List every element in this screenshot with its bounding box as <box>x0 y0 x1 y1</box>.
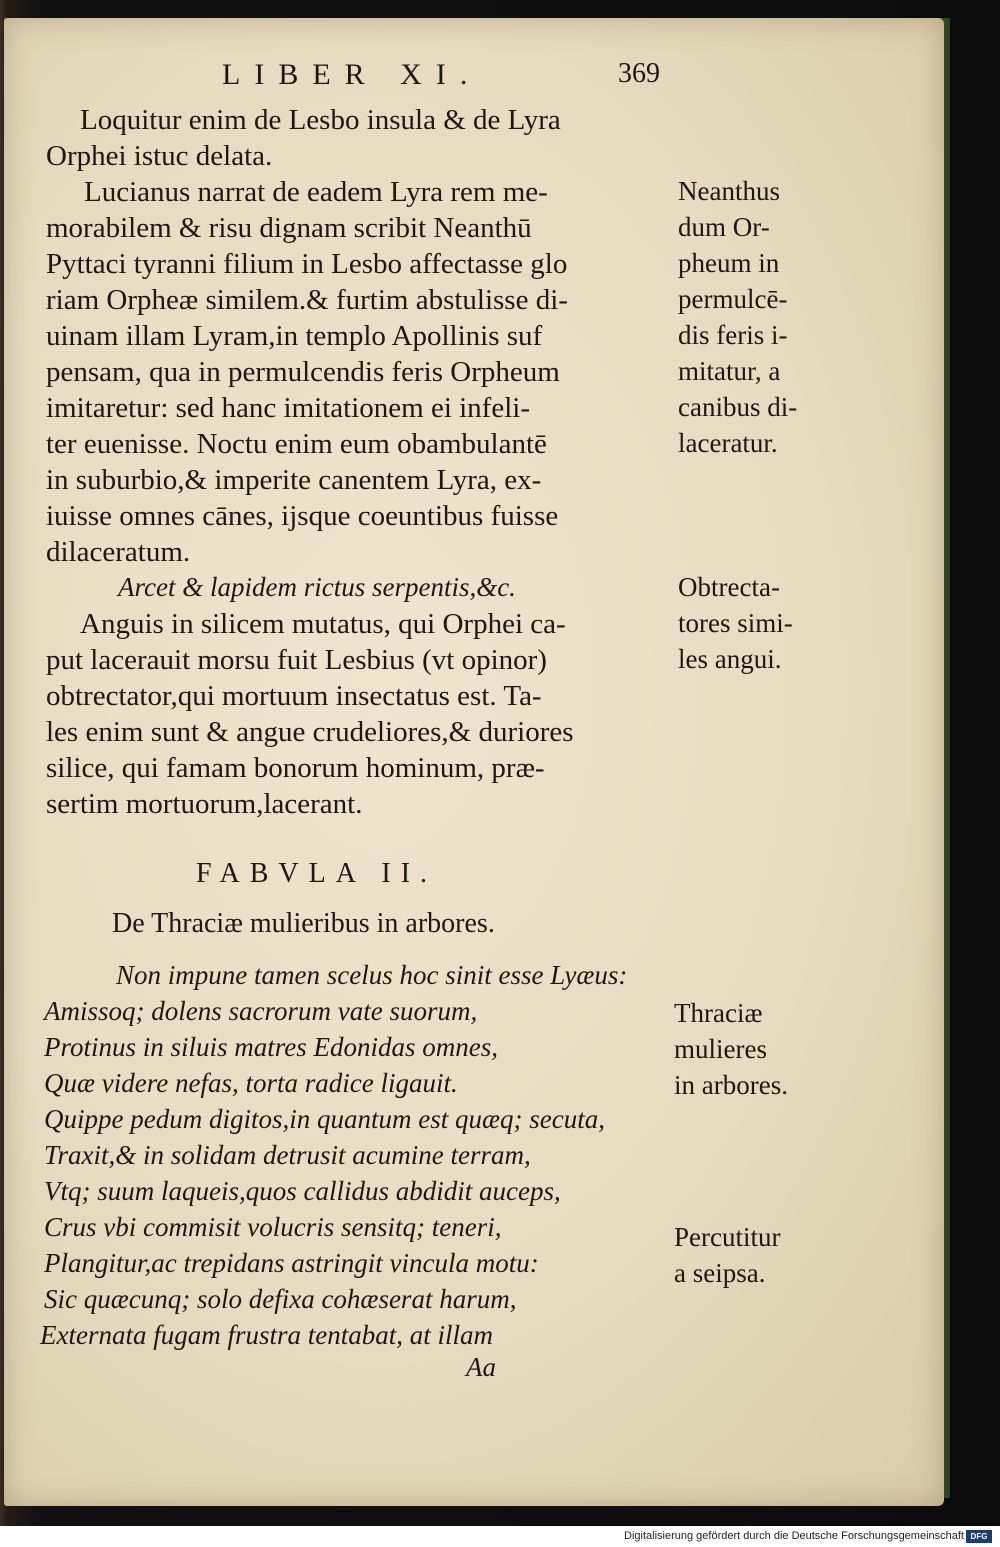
dfg-logo: DFG <box>966 1530 992 1543</box>
prose-2-line: silice, qui famam bonorum hominum, præ- <box>46 752 545 784</box>
marginal-note-line: laceratur. <box>678 428 778 458</box>
verse-line: Amissoq; dolens sacrorum vate suorum, <box>44 996 478 1026</box>
marginal-note-line: les angui. <box>678 644 782 674</box>
prose-1-line: dilaceratum. <box>46 536 191 568</box>
fabula-title: FABVLA II. <box>196 858 438 889</box>
marginal-note-line: dum Or- <box>678 212 770 242</box>
marginal-note-line: permulcē- <box>678 284 788 314</box>
marginal-note-line: mitatur, a <box>678 356 781 386</box>
marginal-note-line: dis feris i- <box>678 320 788 350</box>
prose-1-line: Lucianus narrat de eadem Lyra rem me- <box>84 176 548 208</box>
verse-line: Crus vbi commisit volucris sensitq; teneri, <box>44 1212 502 1242</box>
prose-1-line: in suburbio,& imperite canentem Lyra, ex- <box>46 464 542 496</box>
verse-line: Plangitur,ac trepidans astringit vincula motu: <box>44 1248 539 1278</box>
prose-1-line: morabilem & risu dignam scribit Neanthū <box>46 212 532 244</box>
prose-1-line: Orphei istuc delata. <box>46 140 273 172</box>
prose-1-line: iuisse omnes cānes, ijsque coeuntibus fuisse <box>46 500 559 532</box>
prose-1-line: Pyttaci tyranni filium in Lesbo affectasse glo <box>46 248 568 280</box>
prose-2-line: obtrectator,qui mortuum insectatus est. Ta- <box>46 680 542 712</box>
marginal-note-line: in arbores. <box>674 1070 788 1100</box>
marginal-note-line: canibus di- <box>678 392 798 422</box>
fabula-subtitle: De Thraciæ mulieribus in arbores. <box>112 908 495 939</box>
marginal-note-line: Percutitur <box>674 1222 781 1252</box>
marginal-note-line: Obtrecta- <box>678 572 780 602</box>
verse-line: Quæ videre nefas, torta radice ligauit. <box>44 1068 458 1098</box>
prose-1-line: pensam, qua in permulcendis feris Orpheum <box>46 356 560 388</box>
running-title: LIBER XI. <box>222 58 482 91</box>
prose-1-line: Loquitur enim de Lesbo insula & de Lyra <box>80 104 561 136</box>
verse-line: Protinus in siluis matres Edonidas omnes, <box>44 1032 499 1062</box>
verse-line: Externata fugam frustra tentabat, at illam <box>40 1320 493 1350</box>
marginal-note-line: a seipsa. <box>674 1258 766 1288</box>
verse-line: Sic quæcunq; solo defixa cohæserat harum, <box>44 1284 517 1314</box>
verse-line: Vtq; suum laqueis,quos callidus abdidit auceps, <box>44 1176 561 1206</box>
marginal-note-line: Neanthus <box>678 176 780 206</box>
funding-credit: Digitalisierung gefördert durch die Deutsche Forschungsgemeinschaft <box>624 1530 964 1542</box>
prose-2-line: les enim sunt & angue crudeliores,& duriores <box>46 716 574 748</box>
marginal-note-line: tores simi- <box>678 608 793 638</box>
verse-line: Non impune tamen scelus hoc sinit esse Lyæus: <box>116 960 628 990</box>
prose-1-line: riam Orpheæ similem.& furtim abstulisse di- <box>46 284 568 316</box>
verse-line: Quippe pedum digitos,in quantum est quæq; secuta, <box>44 1104 605 1134</box>
marginal-note-line: pheum in <box>678 248 780 278</box>
prose-2-line: put lacerauit morsu fuit Lesbius (vt opinor) <box>46 644 547 676</box>
catchword: Aa <box>466 1352 496 1382</box>
page-number: 369 <box>618 58 660 89</box>
quote-line: Arcet & lapidem rictus serpentis,&c. <box>118 572 516 602</box>
marginal-note-line: Thraciæ <box>674 998 763 1028</box>
marginal-note-line: mulieres <box>674 1034 767 1064</box>
prose-1-line: ter euenisse. Noctu enim eum obambulantē <box>46 428 547 460</box>
prose-1-line: uinam illam Lyram,in templo Apollinis suf <box>46 320 543 352</box>
prose-2-line: Anguis in silicem mutatus, qui Orphei ca- <box>80 608 566 640</box>
verse-line: Traxit,& in solidam detrusit acumine terram, <box>44 1140 531 1170</box>
prose-2-line: sertim mortuorum,lacerant. <box>46 788 363 820</box>
prose-1-line: imitaretur: sed hanc imitationem ei infeli- <box>46 392 530 424</box>
